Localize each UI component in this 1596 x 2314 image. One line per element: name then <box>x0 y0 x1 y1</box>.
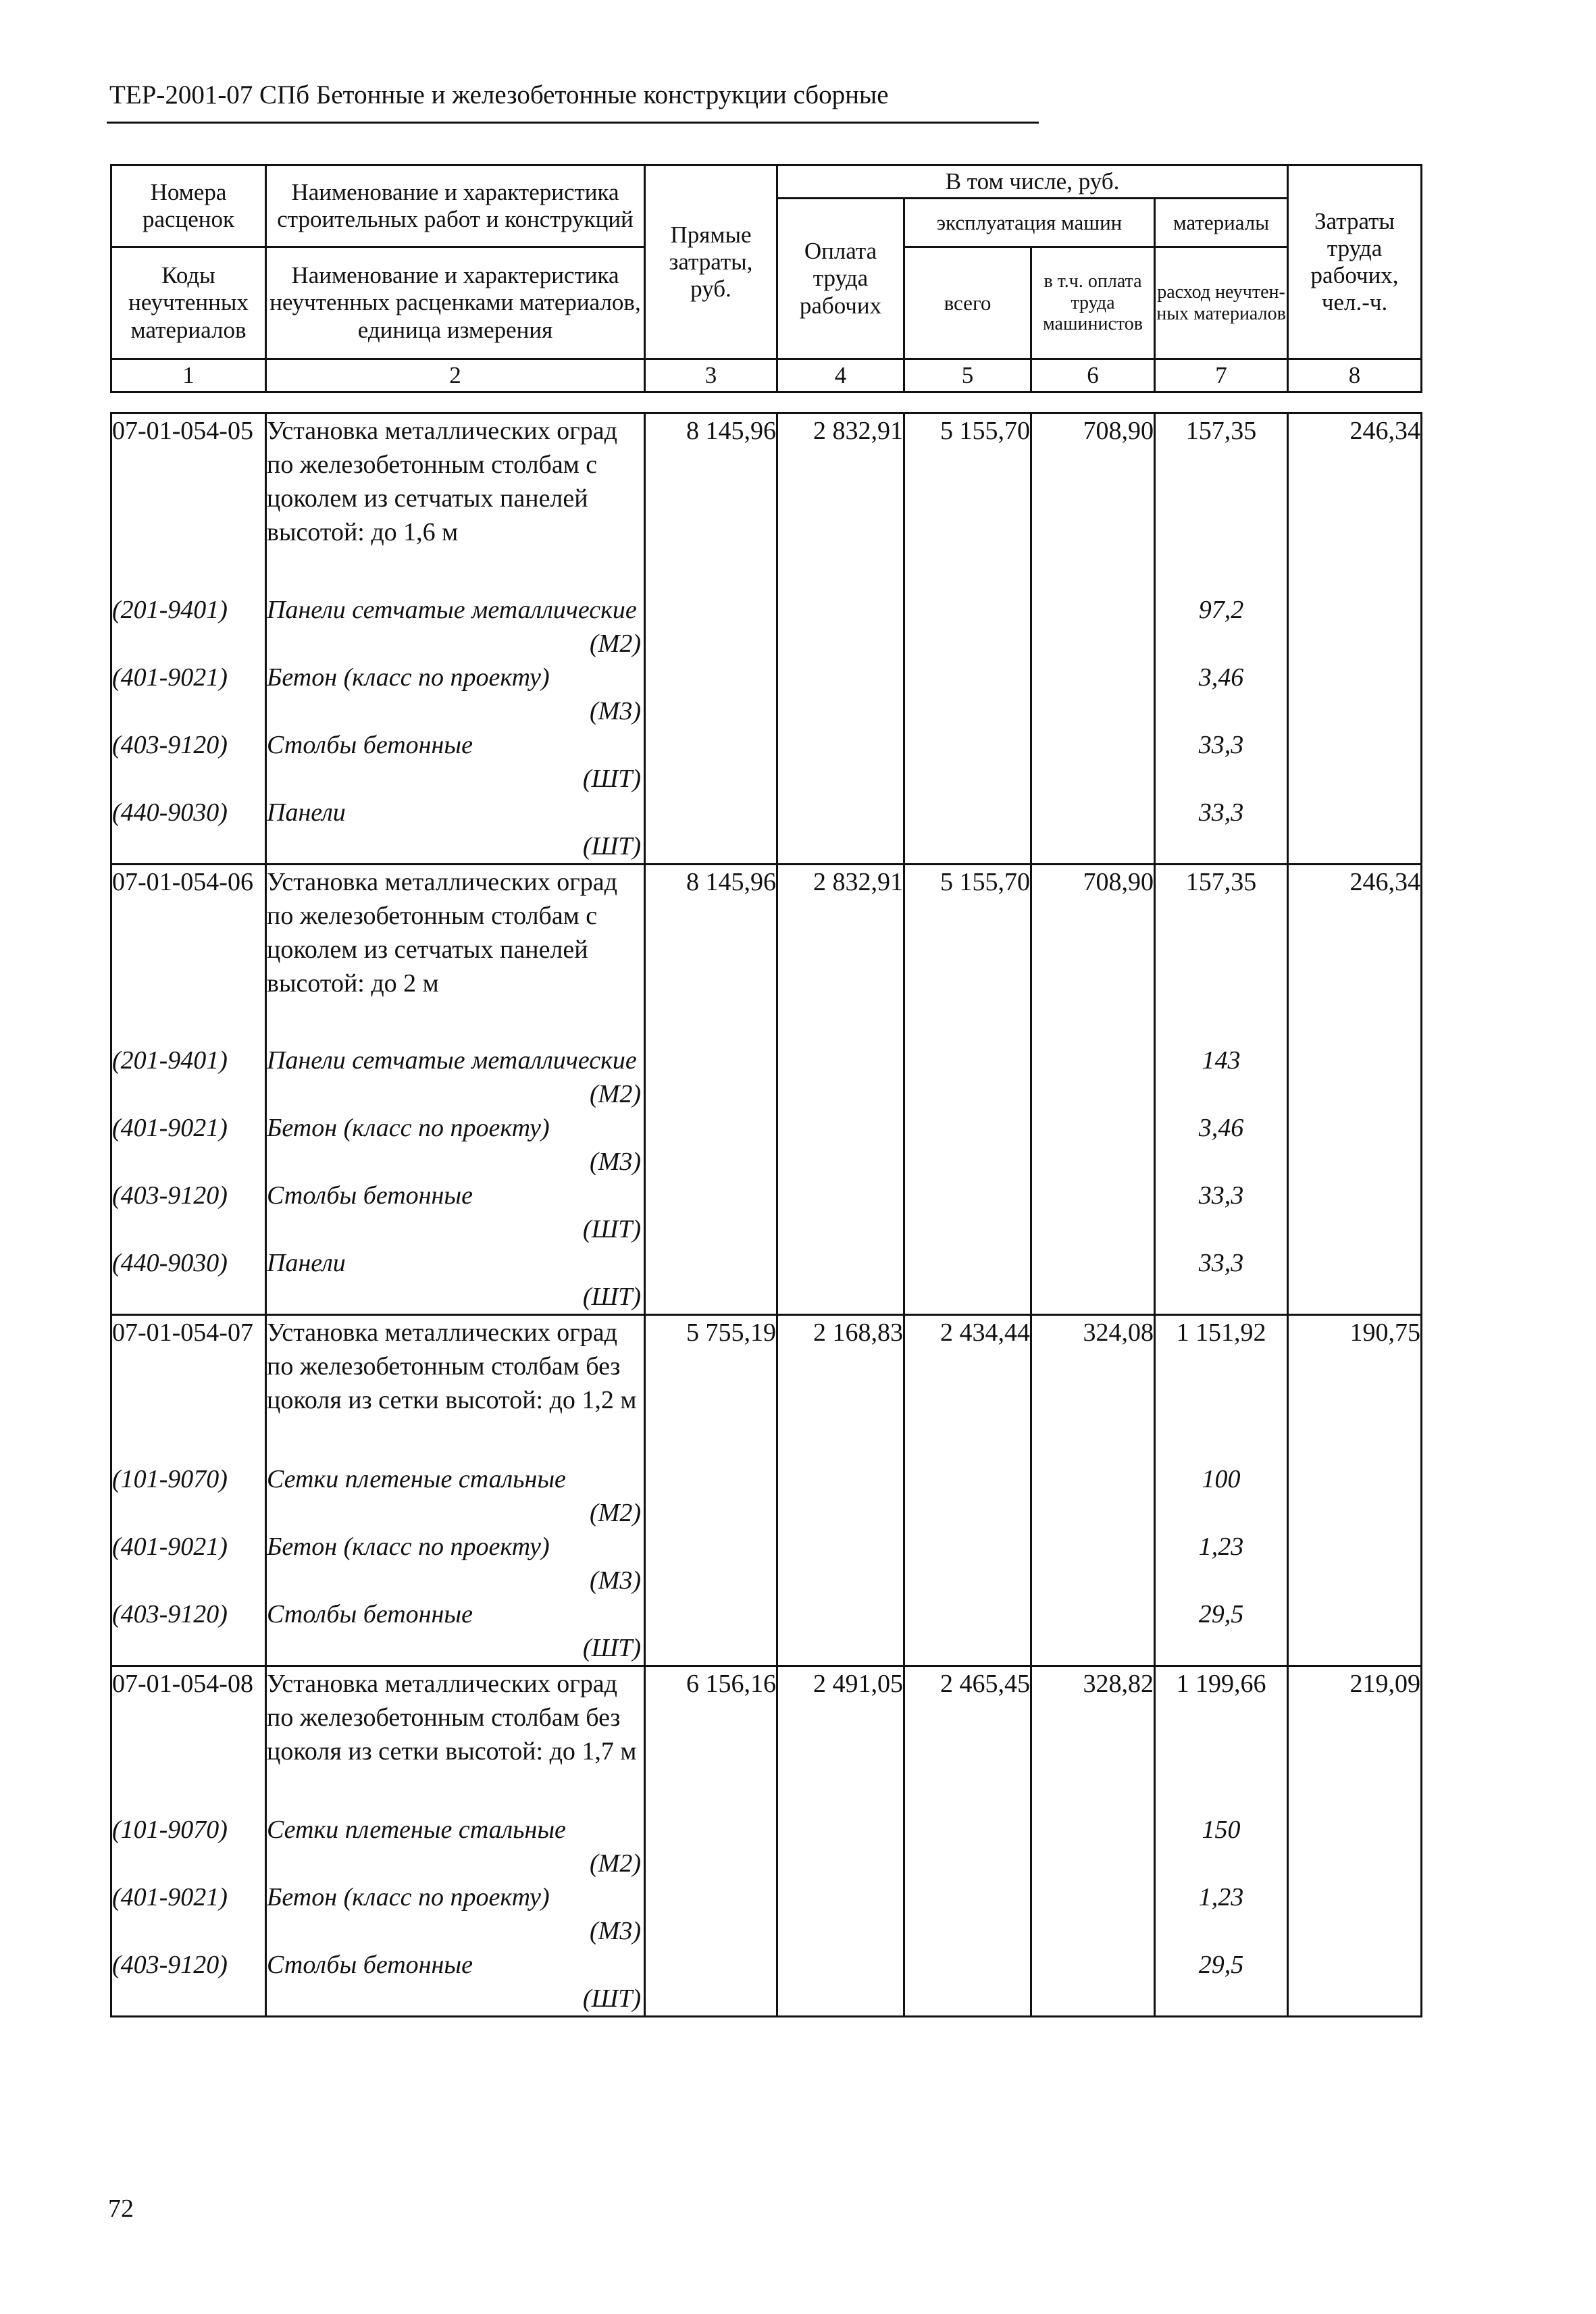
header-material-codes: Коды неучтенных материалов <box>111 247 266 359</box>
material-unit: (ШТ) <box>582 764 641 793</box>
empty-cell <box>904 1530 1031 1597</box>
empty-cell <box>904 728 1031 796</box>
empty-cell <box>777 1530 904 1597</box>
empty-cell <box>1288 1246 1422 1315</box>
empty-cell <box>777 661 904 728</box>
empty-cell <box>645 1044 777 1111</box>
header-labor-hours: Затраты труда рабочих, чел.-ч. <box>1288 165 1422 359</box>
empty-cell <box>1031 1530 1155 1597</box>
header-direct-costs: Прямые затраты, руб. <box>645 165 777 359</box>
empty-cell <box>645 1530 777 1597</box>
material-name: Столбы бетонные <box>267 1599 473 1628</box>
empty-cell <box>777 593 904 661</box>
material-name: Панели <box>267 1249 346 1277</box>
empty-cell <box>904 1880 1031 1948</box>
header-unaccounted-materials: расход неучтен-ных материалов <box>1155 247 1288 359</box>
direct-costs: 8 145,96 <box>645 864 777 1044</box>
empty-cell <box>1031 1462 1155 1530</box>
material-quantity: 33,3 <box>1155 1179 1288 1246</box>
empty-cell <box>1031 1246 1155 1315</box>
empty-cell <box>1031 1880 1155 1948</box>
material-name-cell <box>266 1597 645 1666</box>
rate-code: 07-01-054-05 <box>111 413 266 593</box>
material-row <box>111 1246 1422 1315</box>
empty-cell <box>1031 796 1155 865</box>
empty-cell <box>1288 1530 1422 1597</box>
header-machines-total: всего <box>904 247 1031 359</box>
rate-row <box>111 1315 1422 1462</box>
material-row <box>111 1179 1422 1246</box>
col-number-2: 2 <box>266 359 645 392</box>
material-code: (101-9070) <box>111 1813 266 1880</box>
empty-cell <box>904 1179 1031 1246</box>
material-unit: (ШТ) <box>582 1283 641 1311</box>
material-unit: (ШТ) <box>582 1984 641 2013</box>
materials-cost: 157,35 <box>1155 413 1288 593</box>
material-unit: (ШТ) <box>582 1633 641 1662</box>
rate-row <box>111 1666 1422 1813</box>
material-code: (401-9021) <box>111 1530 266 1597</box>
labor-pay: 2 832,91 <box>777 864 904 1044</box>
material-code: (401-9021) <box>111 1880 266 1948</box>
material-name: Сетки плетеные стальные <box>267 1816 566 1844</box>
material-row <box>111 1530 1422 1597</box>
empty-cell <box>1288 1462 1422 1530</box>
empty-cell <box>1288 1813 1422 1880</box>
material-quantity: 100 <box>1155 1462 1288 1530</box>
material-quantity: 1,23 <box>1155 1530 1288 1597</box>
material-name-cell <box>266 1179 645 1246</box>
material-unit: (М2) <box>590 1849 641 1878</box>
empty-cell <box>1031 1813 1155 1880</box>
empty-cell <box>645 1813 777 1880</box>
material-row <box>111 661 1422 728</box>
empty-cell <box>904 1246 1031 1315</box>
empty-cell <box>1288 593 1422 661</box>
empty-cell <box>1031 593 1155 661</box>
material-quantity: 3,46 <box>1155 661 1288 728</box>
material-name-cell <box>266 1530 645 1597</box>
empty-cell <box>904 661 1031 728</box>
material-name-cell <box>266 1246 645 1315</box>
labor-pay: 2 168,83 <box>777 1315 904 1462</box>
rate-row <box>111 413 1422 593</box>
empty-cell <box>904 796 1031 865</box>
material-code: (403-9120) <box>111 1179 266 1246</box>
rate-description: Установка металлических оград по железобетонным столбам без цоколя из сетки высотой: до 1,7 м <box>266 1666 645 1813</box>
empty-cell <box>645 1880 777 1948</box>
labor-hours: 190,75 <box>1288 1315 1422 1462</box>
empty-cell <box>1288 728 1422 796</box>
material-code: (201-9401) <box>111 593 266 661</box>
empty-cell <box>1288 796 1422 865</box>
labor-hours: 246,34 <box>1288 413 1422 593</box>
material-name: Панели сетчатые металлические <box>267 595 637 624</box>
empty-cell <box>777 1111 904 1179</box>
material-name-cell <box>266 796 645 865</box>
empty-cell <box>777 1246 904 1315</box>
material-quantity: 150 <box>1155 1813 1288 1880</box>
material-row <box>111 728 1422 796</box>
empty-cell <box>904 1462 1031 1530</box>
materials-cost: 1 199,66 <box>1155 1666 1288 1813</box>
machinists-pay: 324,08 <box>1031 1315 1155 1462</box>
material-unit: (М2) <box>590 1498 641 1527</box>
empty-cell <box>777 1044 904 1111</box>
empty-cell <box>1288 1880 1422 1948</box>
empty-cell <box>1031 728 1155 796</box>
machinists-pay: 708,90 <box>1031 413 1155 593</box>
header-machinists-pay: в т.ч. оплата труда машинистов <box>1031 247 1155 359</box>
empty-cell <box>1288 1044 1422 1111</box>
empty-cell <box>1288 1948 1422 2017</box>
material-name-cell <box>266 1462 645 1530</box>
material-row <box>111 1597 1422 1666</box>
empty-cell <box>645 661 777 728</box>
labor-pay: 2 491,05 <box>777 1666 904 1813</box>
material-unit: (М3) <box>590 1148 641 1176</box>
empty-cell <box>645 1179 777 1246</box>
materials-cost: 157,35 <box>1155 864 1288 1044</box>
material-unit: (М2) <box>590 1080 641 1108</box>
header-labor-pay: Оплата труда рабочих <box>777 199 904 359</box>
empty-cell <box>904 1111 1031 1179</box>
material-unit: (ШТ) <box>582 1215 641 1243</box>
material-unit: (М2) <box>590 629 641 658</box>
material-name-cell <box>266 593 645 661</box>
rate-description: Установка металлических оград по железобетонным столбам с цоколем из сетчатых панелей высотой: до 2 м <box>266 864 645 1044</box>
material-name: Столбы бетонные <box>267 730 473 759</box>
col-number-5: 5 <box>904 359 1031 392</box>
material-name-cell <box>266 1880 645 1948</box>
machines-total: 2 465,45 <box>904 1666 1031 1813</box>
material-unit: (М3) <box>590 1566 641 1595</box>
empty-cell <box>1031 661 1155 728</box>
machines-total: 5 155,70 <box>904 413 1031 593</box>
material-quantity: 33,3 <box>1155 728 1288 796</box>
document-title: ТЕР-2001-07 СПб Бетонные и железобетонные конструкции сборные <box>109 80 889 109</box>
machines-total: 5 155,70 <box>904 864 1031 1044</box>
col-number-8: 8 <box>1288 359 1422 392</box>
empty-cell <box>1288 1111 1422 1179</box>
header-rate-numbers: Номера расценок <box>111 165 266 247</box>
empty-cell <box>777 796 904 865</box>
col-number-7: 7 <box>1155 359 1288 392</box>
empty-cell <box>645 593 777 661</box>
rate-code: 07-01-054-07 <box>111 1315 266 1462</box>
direct-costs: 5 755,19 <box>645 1315 777 1462</box>
labor-hours: 246,34 <box>1288 864 1422 1044</box>
material-row <box>111 593 1422 661</box>
empty-cell <box>777 1813 904 1880</box>
material-code: (201-9401) <box>111 1044 266 1111</box>
material-name: Столбы бетонные <box>267 1951 473 1979</box>
empty-cell <box>1031 1597 1155 1666</box>
empty-cell <box>1031 1179 1155 1246</box>
empty-cell <box>1031 1111 1155 1179</box>
empty-cell <box>645 1462 777 1530</box>
material-code: (440-9030) <box>111 1246 266 1315</box>
material-name: Панели сетчатые металлические <box>267 1046 637 1075</box>
empty-cell <box>777 1880 904 1948</box>
material-code: (403-9120) <box>111 1948 266 2017</box>
machinists-pay: 328,82 <box>1031 1666 1155 1813</box>
material-row <box>111 796 1422 865</box>
header-machines: эксплуатация машин <box>904 199 1155 247</box>
labor-hours: 219,09 <box>1288 1666 1422 1813</box>
material-code: (401-9021) <box>111 1111 266 1179</box>
material-unit: (М3) <box>590 696 641 725</box>
material-name: Бетон (класс по проекту) <box>267 1532 550 1561</box>
col-number-3: 3 <box>645 359 777 392</box>
material-row <box>111 1044 1422 1111</box>
header-work-name: Наименование и характеристика строительных работ и конструкций <box>266 165 645 247</box>
header-table <box>110 164 1422 393</box>
material-name: Бетон (класс по проекту) <box>267 663 550 692</box>
empty-cell <box>645 728 777 796</box>
material-code: (403-9120) <box>111 728 266 796</box>
empty-cell <box>645 1948 777 2017</box>
material-quantity: 29,5 <box>1155 1948 1288 2017</box>
material-quantity: 3,46 <box>1155 1111 1288 1179</box>
material-quantity: 143 <box>1155 1044 1288 1111</box>
rate-code: 07-01-054-06 <box>111 864 266 1044</box>
material-quantity: 33,3 <box>1155 1246 1288 1315</box>
rates-table <box>110 412 1422 2017</box>
rate-description: Установка металлических оград по железобетонным столбам с цоколем из сетчатых панелей высотой: до 1,6 м <box>266 413 645 593</box>
material-name: Столбы бетонные <box>267 1181 473 1210</box>
material-code: (440-9030) <box>111 796 266 865</box>
machinists-pay: 708,90 <box>1031 864 1155 1044</box>
col-number-6: 6 <box>1031 359 1155 392</box>
empty-cell <box>645 1597 777 1666</box>
empty-cell <box>777 1948 904 2017</box>
machines-total: 2 434,44 <box>904 1315 1031 1462</box>
material-row <box>111 1948 1422 2017</box>
empty-cell <box>777 1179 904 1246</box>
material-code: (101-9070) <box>111 1462 266 1530</box>
empty-cell <box>1031 1044 1155 1111</box>
col-number-4: 4 <box>777 359 904 392</box>
material-name: Сетки плетеные стальные <box>267 1464 566 1493</box>
empty-cell <box>904 593 1031 661</box>
empty-cell <box>777 728 904 796</box>
rate-code: 07-01-054-08 <box>111 1666 266 1813</box>
empty-cell <box>904 1813 1031 1880</box>
material-row <box>111 1813 1422 1880</box>
material-row <box>111 1880 1422 1948</box>
material-quantity: 97,2 <box>1155 593 1288 661</box>
material-name-cell <box>266 1948 645 2017</box>
rate-description: Установка металлических оград по железобетонным столбам без цоколя из сетки высотой: до 1,2 м <box>266 1315 645 1462</box>
title-rule <box>107 122 1039 124</box>
empty-cell <box>645 1111 777 1179</box>
header-materials: материалы <box>1155 199 1288 247</box>
material-code: (403-9120) <box>111 1597 266 1666</box>
material-quantity: 29,5 <box>1155 1597 1288 1666</box>
empty-cell <box>904 1597 1031 1666</box>
material-name-cell <box>266 661 645 728</box>
material-row <box>111 1111 1422 1179</box>
material-name-cell <box>266 1813 645 1880</box>
empty-cell <box>777 1597 904 1666</box>
direct-costs: 8 145,96 <box>645 413 777 593</box>
material-code: (401-9021) <box>111 661 266 728</box>
empty-cell <box>645 796 777 865</box>
page-number: 72 <box>108 2194 134 2223</box>
material-unit: (ШТ) <box>582 831 641 860</box>
empty-cell <box>904 1044 1031 1111</box>
direct-costs: 6 156,16 <box>645 1666 777 1813</box>
rate-row <box>111 864 1422 1044</box>
empty-cell <box>1288 1597 1422 1666</box>
material-name: Бетон (класс по проекту) <box>267 1114 550 1142</box>
empty-cell <box>777 1462 904 1530</box>
material-name-cell <box>266 1111 645 1179</box>
header-including-group: В том числе, руб. <box>777 165 1288 199</box>
material-quantity: 33,3 <box>1155 796 1288 865</box>
empty-cell <box>1288 661 1422 728</box>
empty-cell <box>904 1948 1031 2017</box>
material-row <box>111 1462 1422 1530</box>
empty-cell <box>1288 1179 1422 1246</box>
material-unit: (М3) <box>590 1917 641 1945</box>
empty-cell <box>1031 1948 1155 2017</box>
material-name: Панели <box>267 798 346 827</box>
material-quantity: 1,23 <box>1155 1880 1288 1948</box>
material-name-cell <box>266 728 645 796</box>
material-name-cell <box>266 1044 645 1111</box>
empty-cell <box>645 1246 777 1315</box>
materials-cost: 1 151,92 <box>1155 1315 1288 1462</box>
labor-pay: 2 832,91 <box>777 413 904 593</box>
material-name: Бетон (класс по проекту) <box>267 1883 550 1911</box>
header-material-names: Наименование и характеристика неучтенных расценками материалов, единица измерения <box>266 247 645 359</box>
col-number-1: 1 <box>111 359 266 392</box>
